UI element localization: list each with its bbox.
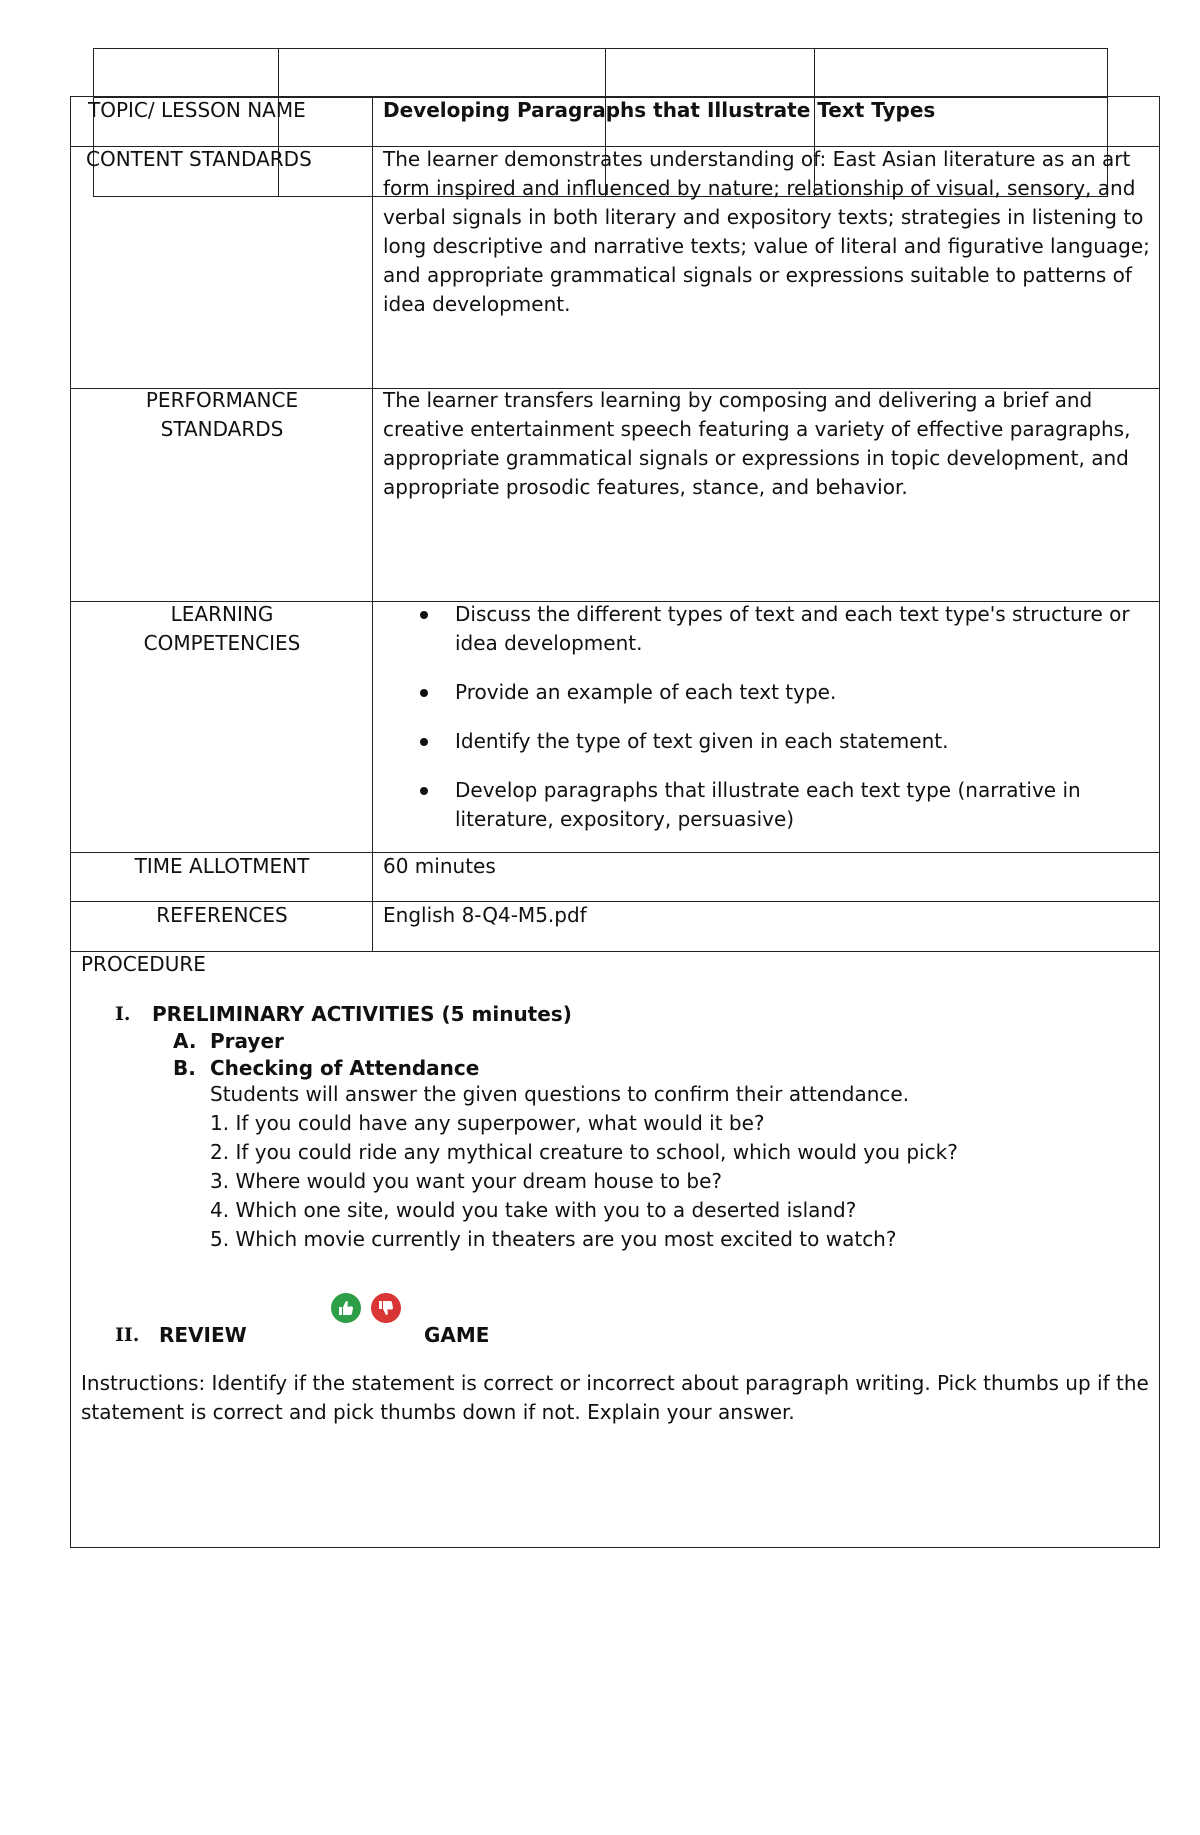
section1-title: PRELIMINARY ACTIVITIES (5 minutes) [152,1002,572,1026]
references-value: English 8-Q4-M5.pdf [383,903,587,927]
list-item: Provide an example of each text type. [383,678,1153,707]
row-divider [70,951,1160,952]
section1-numeral: I. [115,1003,131,1025]
attendance-question: 5. Which movie currently in theaters are you most excited to watch? [210,1227,897,1251]
item-a-letter: A. [173,1029,197,1053]
learning-competencies-label: LEARNING COMPETENCIES [143,602,301,655]
list-item: Identify the type of text given in each statement. [383,727,1153,756]
column-divider [372,96,373,952]
thumbs-up-icon[interactable] [331,1293,361,1323]
references-label: REFERENCES [156,903,288,927]
learning-competencies-list [383,600,1153,834]
item-a-title: Prayer [210,1029,284,1053]
thumbs-down-icon[interactable] [371,1293,401,1323]
list-item: Discuss the different types of text and each text type's structure or idea development. [383,600,1153,658]
list-item: Develop paragraphs that illustrate each text type (narrative in literature, expository, persuasive) [383,776,1153,834]
attendance-question: 3. Where would you want your dream house to be? [210,1169,723,1193]
attendance-question: 2. If you could ride any mythical creature to school, which would you pick? [210,1140,958,1164]
procedure-heading: PROCEDURE [81,952,206,976]
topic-value: Developing Paragraphs that Illustrate Text Types [383,98,936,122]
performance-standards-label: PERFORMANCE STANDARDS [145,388,299,441]
content-standards-text: The learner demonstrates understanding of: East Asian literature as an art form inspired and influenced by nature; relationship of visual, sensory, and verbal signals in both literary and expository texts; strategies in listening to long descriptive and narrative texts; value of literal and figurative language; and appropriate grammatical signals or expressions suitable to patterns of idea development. [383,147,1150,316]
time-allotment-value: 60 minutes [383,854,496,878]
item-b-title: Checking of Attendance [210,1056,480,1080]
section2-title: REVIEW [159,1323,247,1347]
attendance-question: 4. Which one site, would you take with you to a deserted island? [210,1198,857,1222]
section2-numeral: II. [115,1324,140,1346]
section2-game: GAME [424,1323,490,1347]
time-allotment-label: TIME ALLOTMENT [134,854,310,878]
item-b-letter: B. [173,1056,196,1080]
attendance-intro: Students will answer the given questions to confirm their attendance. [210,1082,910,1106]
content-standards-label: CONTENT STANDARDS [86,147,312,171]
topic-label: TOPIC/ LESSON NAME [88,98,306,122]
instructions: Instructions: Identify if the statement is correct or incorrect about paragraph writing. Pick thumbs up if the statement is correct and pick thumbs down if not. Explain your answer. [81,1371,1149,1424]
overlay-line [93,48,1108,49]
performance-standards-text: The learner transfers learning by composing and delivering a brief and creative entertainment speech featuring a variety of effective paragraphs, appropriate grammatical signals or expressions in topic development, and appropriate prosodic features, stance, and behavior. [383,388,1131,499]
attendance-question: 1. If you could have any superpower, what would it be? [210,1111,765,1135]
